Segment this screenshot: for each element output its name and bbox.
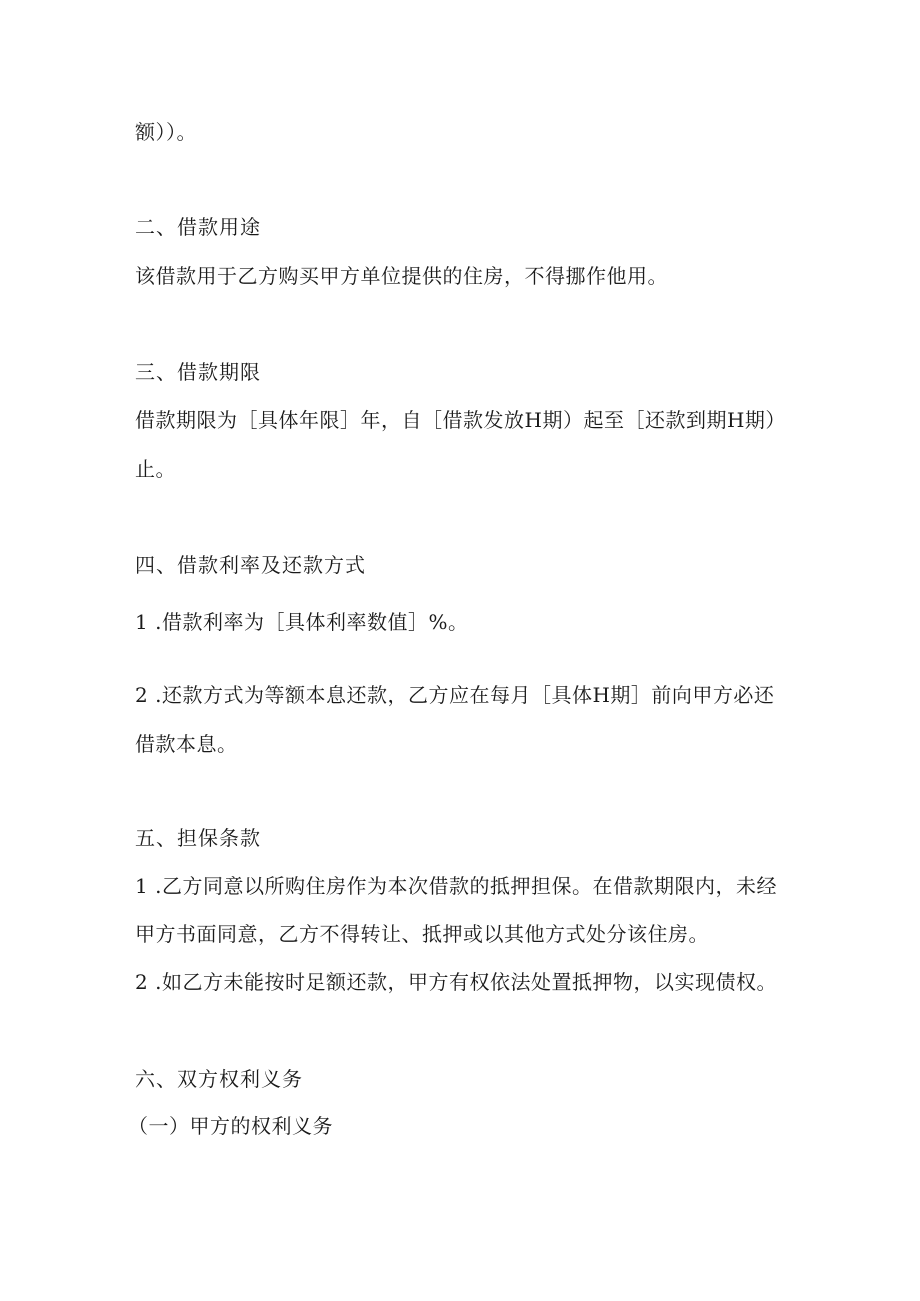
section-heading-rights-obligations: 六、双方权利义务 [135,1067,303,1091]
subsection-heading-party-a: （一）甲方的权利义务 [128,1114,333,1138]
paragraph-loan-purpose: 该借款用于乙方购买甲方单位提供的住房，不得挪作他用。 [135,264,668,288]
section-heading-guarantee: 五、担保条款 [135,826,261,850]
clause-guarantee-1-line-2: 甲方书面同意，乙方不得转让、抵押或以其他方式处分该住房。 [135,922,709,946]
section-heading-interest-repayment: 四、借款利率及还款方式 [135,553,366,577]
paragraph-loan-term-line-1: 借款期限为［具体年限］年，自［借款发放H期）起至［还款到期H期） [135,408,786,432]
clause-guarantee-2: 2 .如乙方未能按时足额还款，甲方有权依法处置抵押物，以实现债权。 [135,970,777,994]
section-heading-loan-purpose: 二、借款用途 [135,215,261,239]
clause-repayment-line-1: 2 .还款方式为等额本息还款，乙方应在每月［具体H期］前向甲方必还 [135,683,775,707]
clause-guarantee-1-line-1: 1 .乙方同意以所购住房作为本次借款的抵押担保。在借款期限内，未经 [135,874,777,898]
clause-repayment-line-2: 借款本息。 [135,732,238,756]
section-heading-loan-term: 三、借款期限 [135,360,261,384]
paragraph-continuation: 额））。 [135,120,197,144]
clause-interest-rate: 1 .借款利率为［具体利率数值］%。 [135,610,469,634]
paragraph-loan-term-line-2: 止。 [135,457,176,481]
